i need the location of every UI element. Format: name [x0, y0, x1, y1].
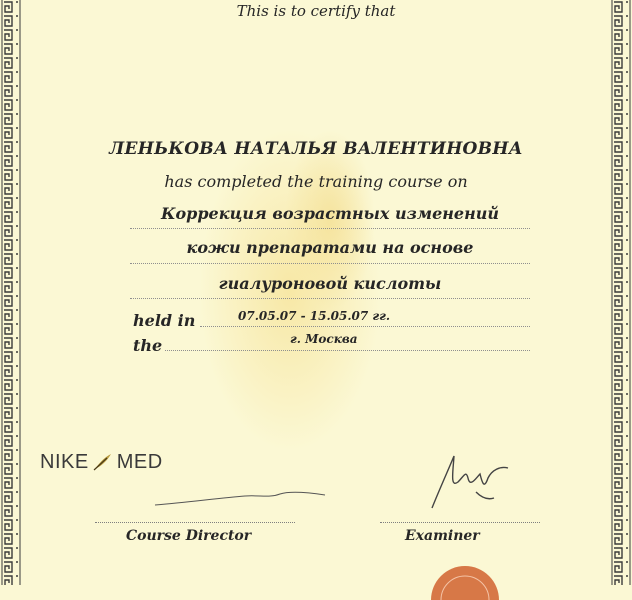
logo-word-right: MED — [116, 450, 163, 473]
director-signature-line — [95, 522, 295, 523]
logo-word-left: NIKE — [40, 450, 89, 473]
recipient-name: ЛЕНЬКОВА НАТАЛЬЯ ВАЛЕНТИНОВНА — [109, 139, 523, 159]
seal-stamp — [430, 560, 500, 600]
feather-icon — [91, 452, 115, 472]
the-label: the — [133, 336, 163, 355]
dates-rule — [200, 326, 530, 327]
course-director-label: Course Director — [126, 528, 252, 544]
course-title-line-2: кожи препаратами на основе — [186, 238, 474, 257]
examiner-label: Examiner — [405, 528, 480, 544]
examiner-signature-line — [380, 522, 540, 523]
place-rule — [165, 350, 530, 351]
course-rule-3 — [130, 298, 530, 299]
course-dates: 07.05.07 - 15.05.07 гг. — [238, 309, 391, 323]
examiner-signature — [420, 448, 515, 518]
held-in-label: held in — [133, 311, 196, 330]
greek-key-border-right — [610, 0, 632, 585]
course-rule-2 — [130, 263, 530, 264]
course-title-line-1: Коррекция возрастных изменений — [160, 204, 500, 223]
course-place: г. Москва — [290, 332, 358, 346]
nikemed-logo — [40, 450, 163, 474]
director-signature — [150, 480, 330, 520]
greek-key-border-left — [0, 0, 22, 585]
course-rule-1 — [130, 228, 530, 229]
course-title-line-3: гиалуроновой кислоты — [218, 274, 442, 293]
completed-text: has completed the training course on — [164, 172, 468, 191]
certify-header: This is to certify that — [236, 2, 396, 20]
